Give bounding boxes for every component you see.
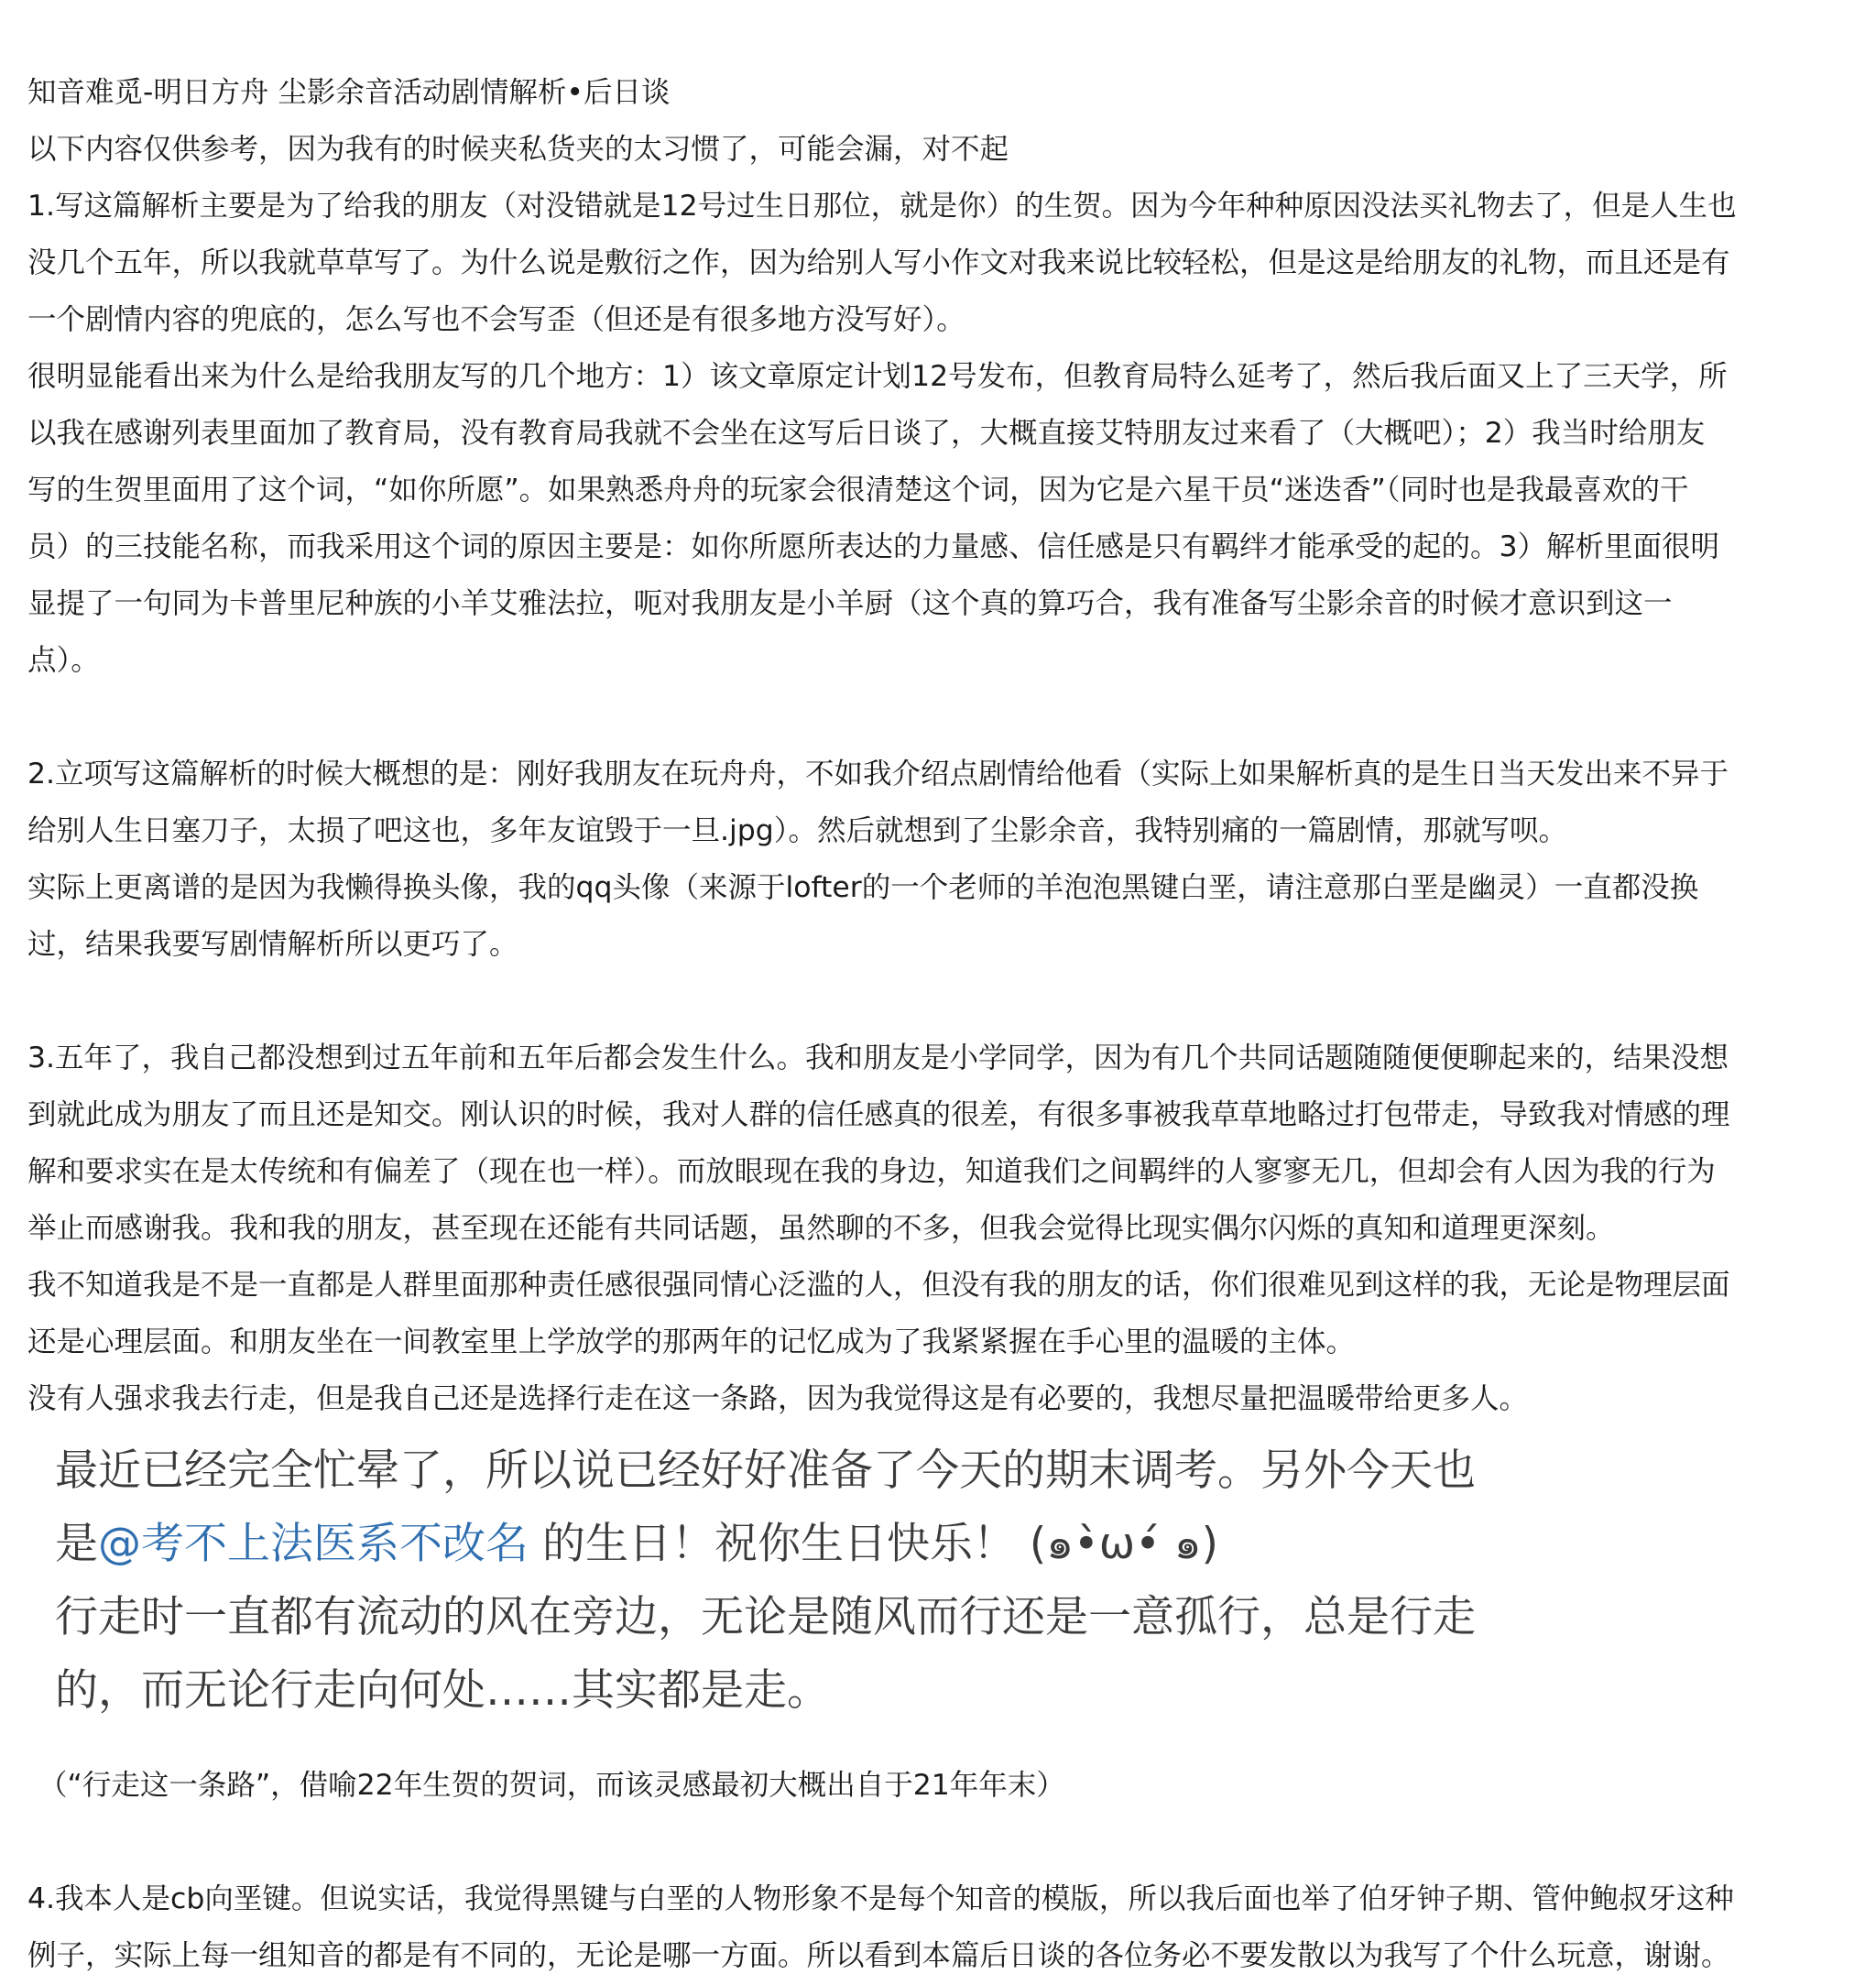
quote-caption: （“行走这一条路”，借喻22年生贺的贺词，而该灵感最初大概出自于21年年末） — [38, 1769, 1065, 1802]
paragraph-line: 没几个五年，所以我就草草写了。为什么说是敷衍之作，因为给别人写小作文对我来说比较轻松，但是这是给朋友的礼物，而且还是有 — [27, 246, 1730, 279]
paragraph-line: 显提了一句同为卡普里尼种族的小羊艾雅法拉，呃对我朋友是小羊厨（这个真的算巧合，我有准备写尘影余音的时候才意识到这一 — [27, 587, 1673, 620]
paragraph-line: 以我在感谢列表里面加了教育局，没有教育局我就不会坐在这写后日谈了，大概直接艾特朋友过来看了（大概吧）；2）我当时给朋友 — [27, 417, 1706, 450]
paragraph-line: 没有人强求我去行走，但是我自己还是选择行走在这一条路，因为我觉得这是有必要的，我想尽量把温暖带给更多人。 — [27, 1382, 1529, 1415]
paragraph-line: 过，结果我要写剧情解析所以更巧了。 — [27, 928, 518, 961]
paragraph-line: 员）的三技能名称，而我采用这个词的原因主要是：如你所愿所表达的力量感、信任感是只有羁绊才能承受的起的。3）解析里面很明 — [27, 530, 1720, 563]
section-2 — [27, 746, 1869, 973]
paragraph-line: 2.立项写这篇解析的时候大概想的是：刚好我朋友在玩舟舟，不如我介绍点剧情给他看（实际上如果解析真的是生日当天发出来不异于 — [27, 758, 1729, 791]
paragraph-line: 很明显能看出来为什么是给我朋友写的几个地方：1）该文章原定计划12号发布，但教育局特么延考了，然后我后面又上了三天学，所 — [27, 360, 1728, 393]
paragraph-line: 实际上更离谱的是因为我懒得换头像，我的qq头像（来源于lofter的一个老师的羊泡泡黑键白垩，请注意那白垩是幽灵）一直都没换 — [27, 871, 1699, 904]
paragraph-spacer — [27, 1814, 1869, 1870]
paragraph-line: 点）。 — [27, 644, 100, 677]
paragraph-line: 3.五年了，我自己都没想到过五年前和五年后都会发生什么。我和朋友是小学同学，因为有几个共同话题随随便便聊起来的，结果没想 — [27, 1042, 1729, 1074]
quote-text: 是 — [55, 1519, 98, 1569]
paragraph-line: 1.写这篇解析主要是为了给我的朋友（对没错就是12号过生日那位，就是你）的生贺。因为今年种种原因没法买礼物去了，但是人生也 — [27, 190, 1737, 223]
paragraph-line: 一个剧情内容的兜底的，怎么写也不会写歪（但还是有很多地方没写好）。 — [27, 303, 965, 336]
paragraph-spacer — [27, 973, 1869, 1030]
quote-line: 最近已经完全忙晕了，所以说已经好好准备了今天的期末调考。另外今天也 — [55, 1445, 1476, 1496]
paragraph-line: 解和要求实在是太传统和有偏差了（现在也一样）。而放眼现在我的身边，知道我们之间羁绊的人寥寥无几，但却会有人因为我的行为 — [27, 1155, 1716, 1188]
quote-line: 的，而无论行走向何处……其实都是走。 — [55, 1665, 830, 1716]
paragraph-line: 给别人生日塞刀子，太损了吧这也，多年友谊毁于一旦.jpg）。然后就想到了尘影余音，我特别痛的一篇剧情，那就写呗。 — [27, 814, 1568, 847]
paragraph-line: 我不知道我是不是一直都是人群里面那种责任感很强同情心泛滥的人，但没有我的朋友的话，你们很难见到这样的我，无论是物理层面 — [27, 1269, 1730, 1302]
quoted-screenshot — [55, 1434, 1649, 1764]
paragraph-line: 写的生贺里面用了这个词，“如你所愿”。如果熟悉舟舟的玩家会很清楚这个词，因为它是六星干员“迷迭香”（同时也是我最喜欢的干 — [27, 474, 1689, 507]
section-4 — [27, 1870, 1869, 1984]
section-1 — [27, 178, 1869, 689]
paragraph-line: 还是心理层面。和朋友坐在一间教室里上学放学的那两年的记忆成为了我紧紧握在手心里的温暖的主体。 — [27, 1325, 1356, 1358]
quote-line — [55, 1508, 1649, 1581]
user-mention-link[interactable]: @考不上法医系不改名 — [98, 1519, 529, 1569]
article — [27, 64, 1869, 1984]
paragraph-line: 举止而感谢我。我和我的朋友，甚至现在还能有共同话题，虽然聊的不多，但我会觉得比现实偶尔闪烁的真知和道理更深刻。 — [27, 1212, 1615, 1245]
article-title: 知音难觅-明日方舟 尘影余音活动剧情解析•后日谈 — [27, 76, 671, 109]
quote-text: 的生日！祝你生日快乐！ (๑•̀ω•́ ๑) — [529, 1519, 1218, 1569]
paragraph-line: 4.我本人是cb向垩键。但说实话，我觉得黑键与白垩的人物形象不是每个知音的模版，所以我后面也举了伯牙钟子期、管仲鲍叔牙这种 — [27, 1882, 1734, 1915]
paragraph-line: 例子，实际上每一组知音的都是有不同的，无论是哪一方面。所以看到本篇后日谈的各位务必不要发散以为我写了个什么玩意，谢谢。 — [27, 1939, 1730, 1972]
paragraph-line: 到就此成为朋友了而且还是知交。刚认识的时候，我对人群的信任感真的很差，有很多事被我草草地略过打包带走，导致我对情感的理 — [27, 1098, 1730, 1131]
disclaimer: 以下内容仅供参考，因为我有的时候夹私货夹的太习惯了，可能会漏，对不起 — [27, 133, 1009, 166]
paragraph-spacer — [27, 689, 1869, 746]
quote-line: 行走时一直都有流动的风在旁边，无论是随风而行还是一意孤行，总是行走 — [55, 1592, 1476, 1642]
section-3 — [27, 1030, 1869, 1427]
